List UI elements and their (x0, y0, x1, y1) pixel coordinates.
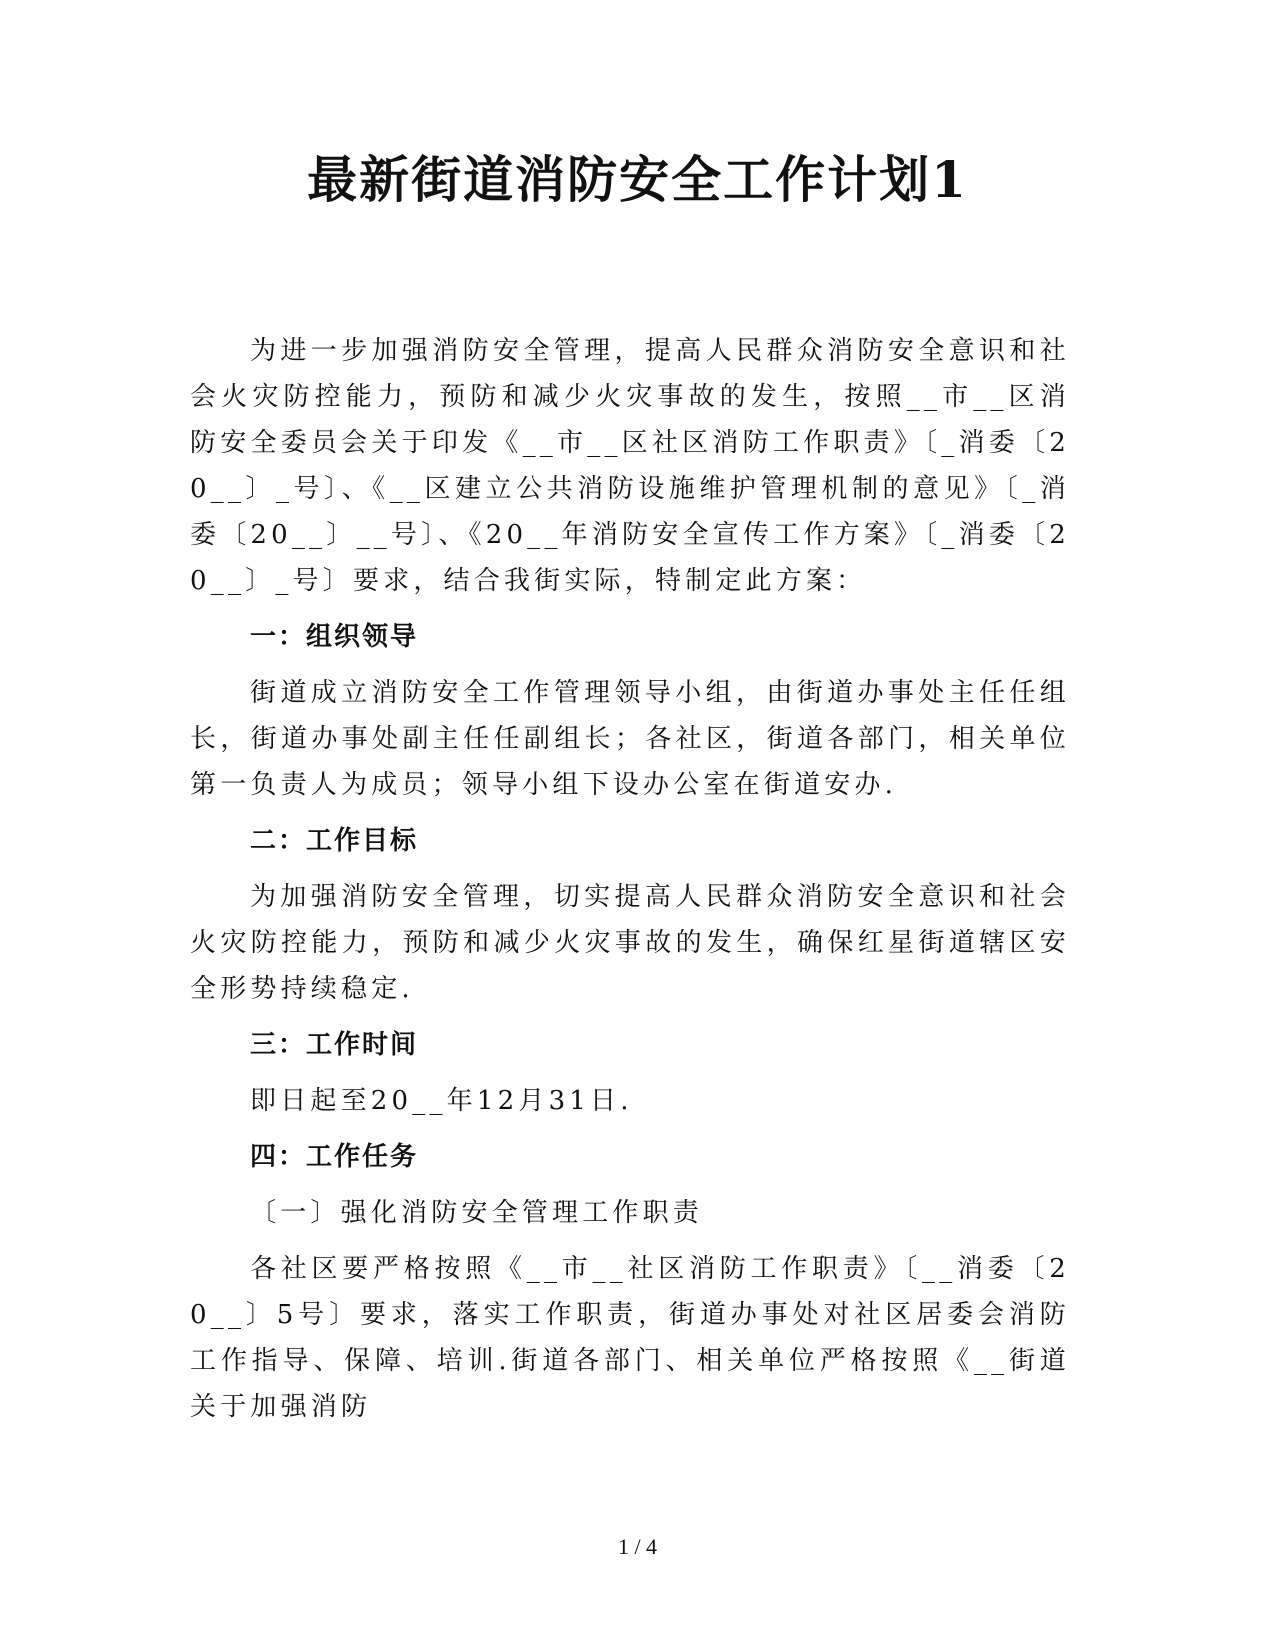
section-heading-tasks: 四：工作任务 (250, 1142, 419, 1172)
document-title: 最新街道消防安全工作计划1 (307, 150, 968, 209)
section-heading-goal: 二：工作目标 (250, 826, 419, 856)
section-heading-time: 三：工作时间 (250, 1030, 419, 1060)
section-text-goal: 为加强消防安全管理，切实提高人民群众消防安全意识和社会火灾防控能力，预防和减少火灾事故的发生，确保红星街道辖区安全形势持续稳定. (190, 882, 1070, 1004)
section-heading-organization: 一：组织领导 (250, 622, 419, 652)
document-body (190, 328, 1070, 1430)
section-text-organization: 街道成立消防安全工作管理领导小组，由街道办事处主任任组长，街道办事处副主任任副组长；各社区，街道各部门，相关单位第一负责人为成员；领导小组下设办公室在街道安办. (190, 678, 1070, 800)
section-text-tasks: 各社区要严格按照《__市__社区消防工作职责》〔__消委〔20__〕5号〕要求，落实工作职责，街道办事处对社区居委会消防工作指导、保障、培训.街道各部门、相关单位严格按照《__街道关于加强消防 (190, 1254, 1070, 1422)
page-number: 1 / 4 (617, 1534, 658, 1559)
intro-paragraph: 为进一步加强消防安全管理，提高人民群众消防安全意识和社会火灾防控能力，预防和减少火灾事故的发生，按照__市__区消防安全委员会关于印发《__市__区社区消防工作职责》〔_消委〔20__〕_号〕、《__区建立公共消防设施维护管理机制的意见》〔_消委〔20__〕__号〕、《20__年消防安全宣传工作方案》〔_消委〔20__〕_号〕要求，结合我街实际，特制定此方案： (190, 336, 1070, 596)
section-text-time: 即日起至20__年12月31日. (250, 1086, 633, 1116)
section-subheading-tasks: 〔一〕强化消防安全管理工作职责 (250, 1198, 704, 1228)
